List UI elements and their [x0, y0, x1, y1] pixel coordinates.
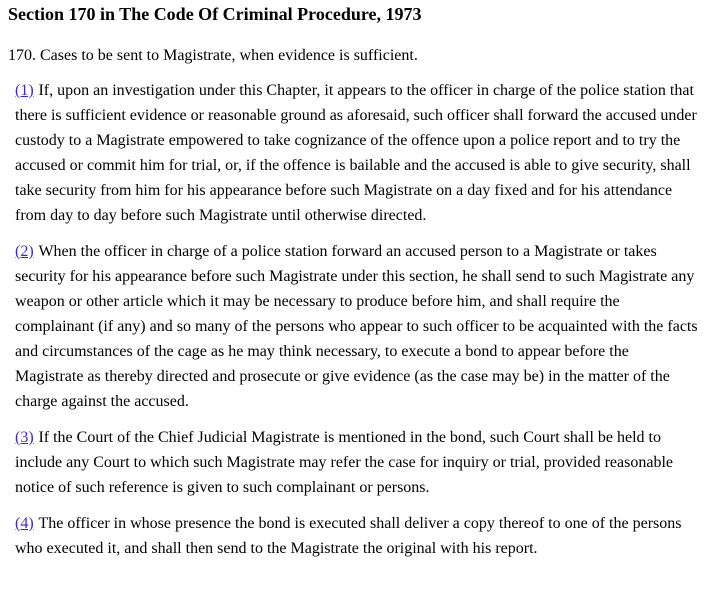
- clause-1-text: If, upon an investigation under this Chapter, it appears to the officer in charge of the police station that there is sufficient evidence or reasonable ground as aforesaid, such officer shall forward the accused under custody to a Magistrate empowered to take cognizance of the offence upon a police report and to try the accused or commit him for trial, or, if the offence is bailable and the accused is able to give security, shall take security from him for his appearance before such Magistrate on a day fixed and for his attendance from day to day before such Magistrate until otherwise directed.: [15, 82, 697, 224]
- clause-3-text: If the Court of the Chief Judicial Magistrate is mentioned in the bond, such Court shall be held to include any Court to which such Magistrate may refer the case for inquiry or trial, provided reasonable notice of such reference is given to such complainant or persons.: [15, 429, 673, 496]
- clause-paragraph-2: [8, 239, 698, 414]
- clause-paragraph-1: [8, 78, 698, 228]
- clause-paragraph-3: [8, 425, 698, 500]
- clause-2-text: When the officer in charge of a police station forward an accused person to a Magistrate or takes security for his appearance before such Magistrate under this section, he shall send to such Magistrate any weapon or other article which it may be necessary to produce before him, and shall require the complainant (if any) and so many of the persons who appear to such officer to be acquainted with the facts and circumstances of the cage as he may think necessary, to execute a bond to appear before the Magistrate as thereby directed and prosecute or give evidence (as the case may be) in the matter of the charge against the accused.: [15, 243, 698, 410]
- clause-4-link[interactable]: (4): [15, 515, 34, 532]
- clause-3-link[interactable]: (3): [15, 429, 34, 446]
- clause-paragraph-4: [8, 511, 698, 561]
- section-heading: 170. Cases to be sent to Magistrate, when evidence is sufficient.: [8, 47, 418, 64]
- page-title: Section 170 in The Code Of Criminal Procedure, 1973: [8, 4, 422, 24]
- clause-1-link[interactable]: (1): [15, 82, 34, 99]
- clause-4-text: The officer in whose presence the bond is executed shall deliver a copy thereof to one of the persons who executed it, and shall then send to the Magistrate the original with his report.: [15, 515, 682, 557]
- clause-2-link[interactable]: (2): [15, 243, 34, 260]
